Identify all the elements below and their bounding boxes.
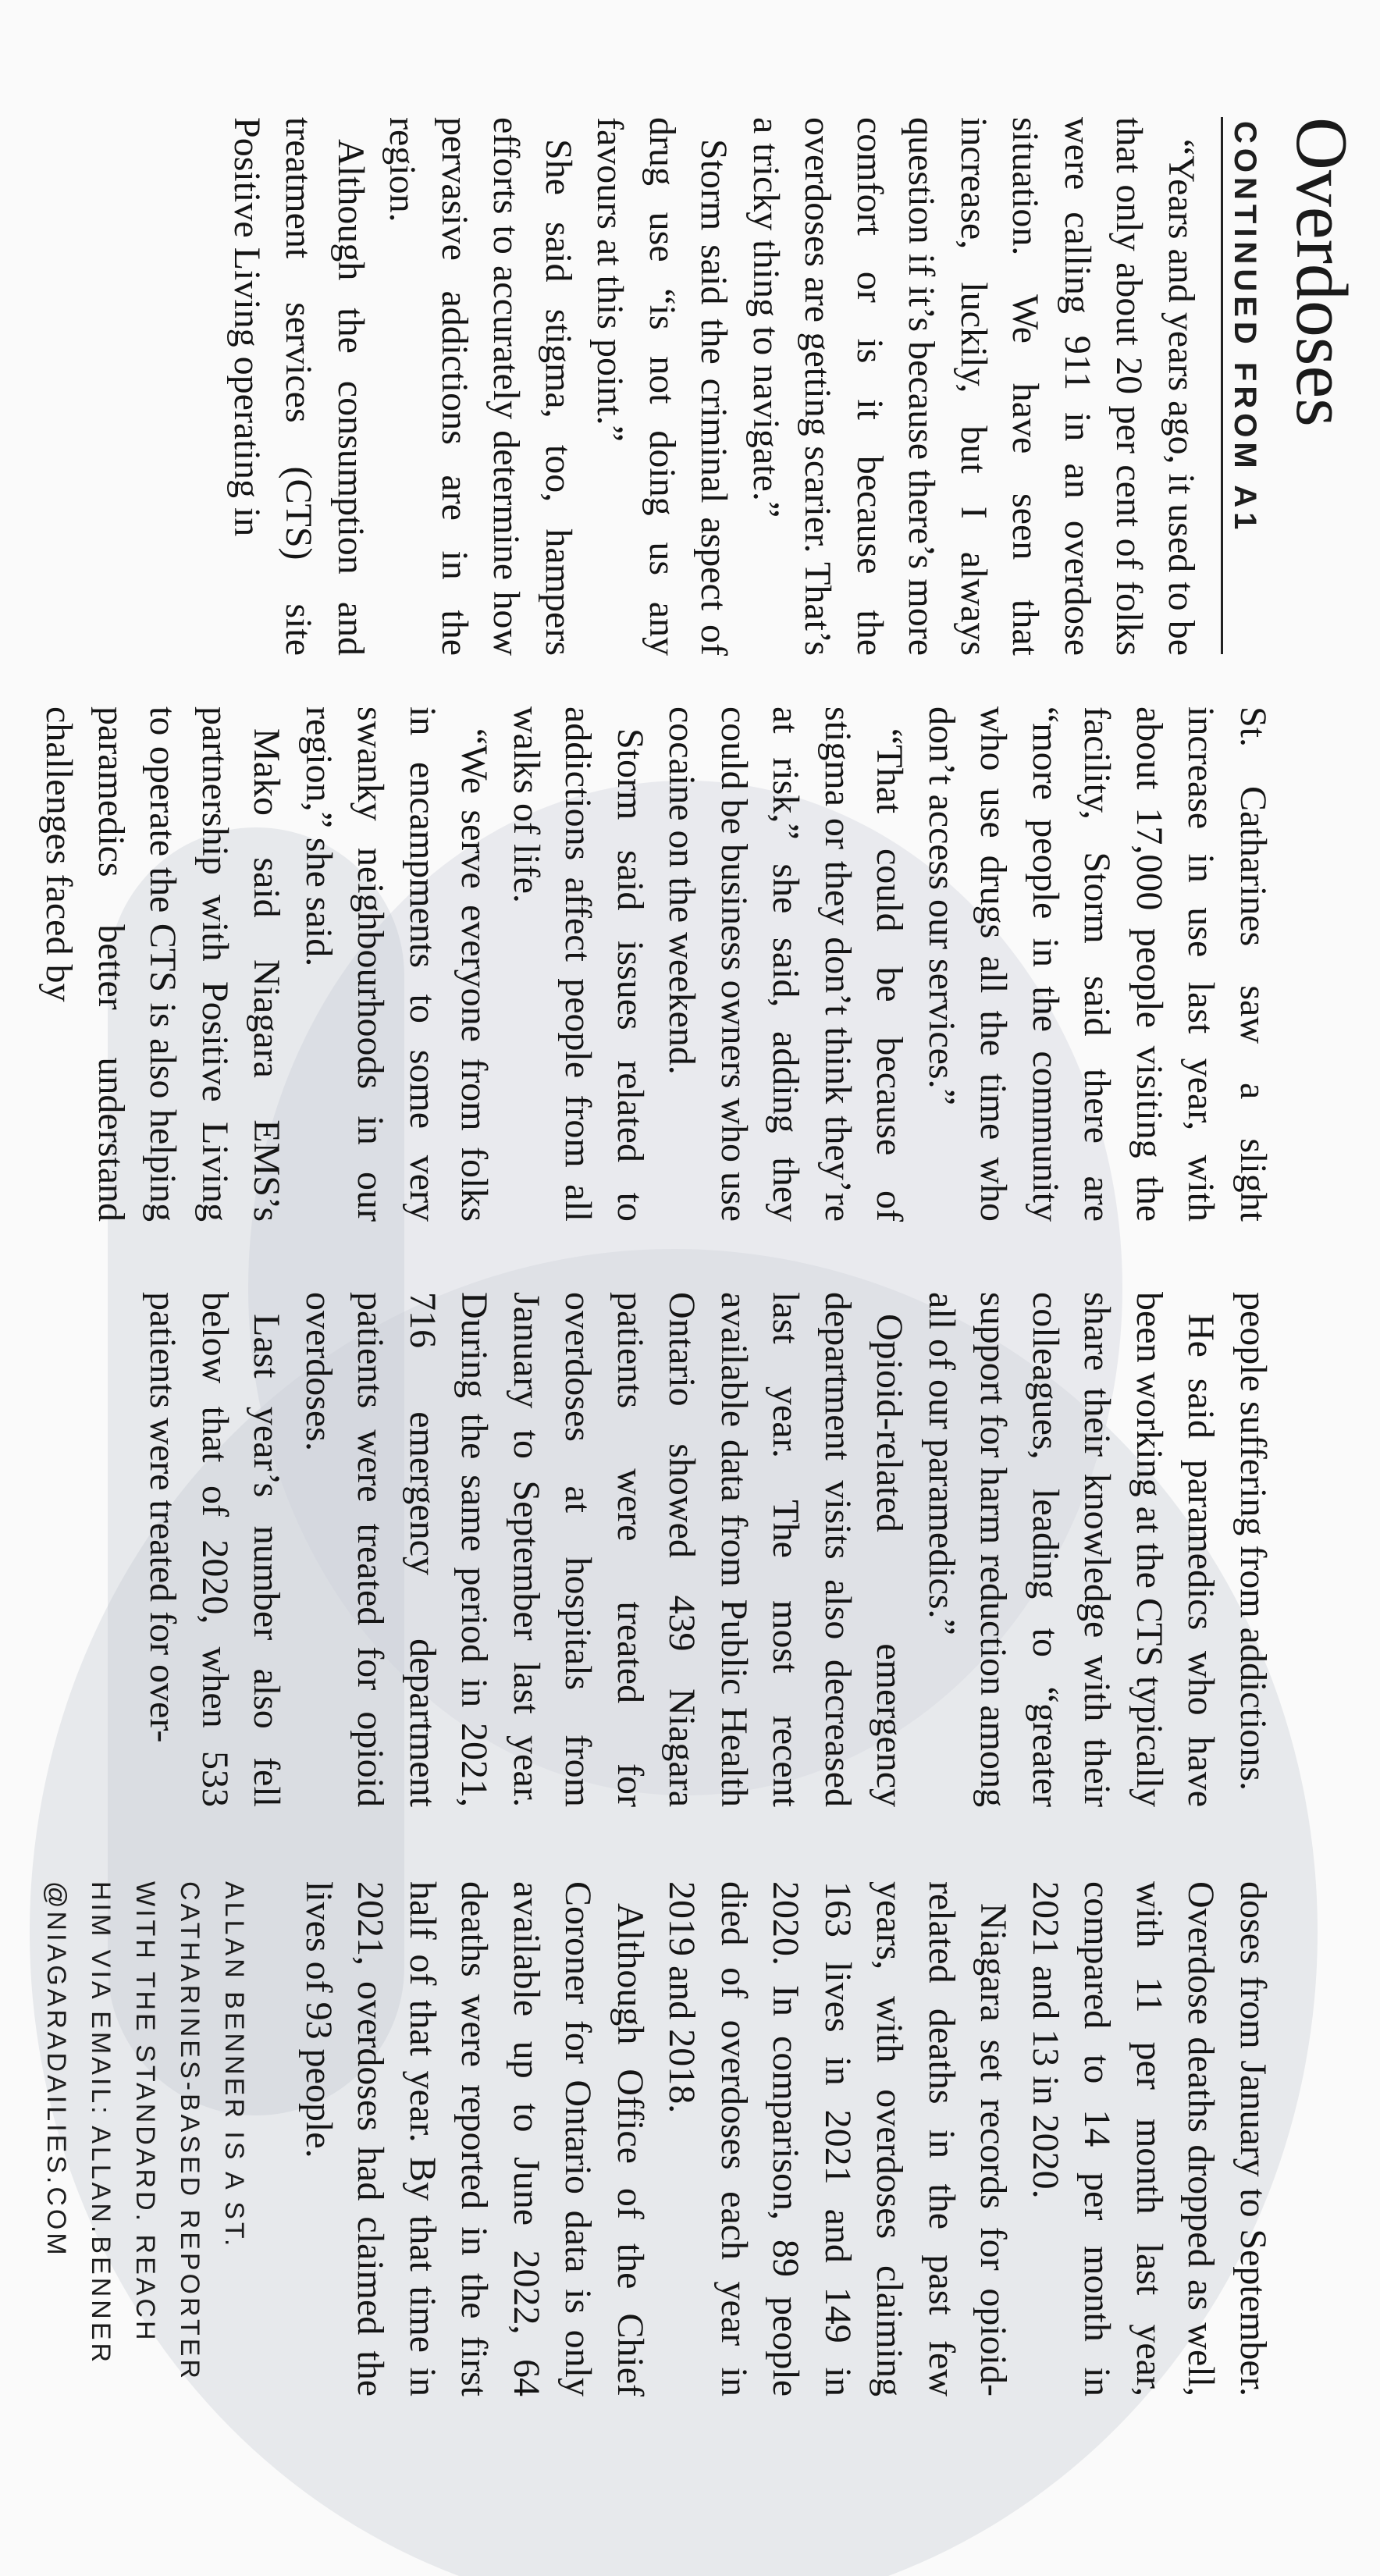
- article-column-3: [137, 1292, 1279, 1807]
- article-paragraph: “We serve everyone from folks in encampments to some very swanky neighbourhoods in our region,” she said.: [298, 706, 496, 1222]
- article-paragraph: Although Office of the Chief Coroner for Ontario data is only available up to June 2022, 64 deaths were reported in the first half of that year. By that time in 2021, overdoses had claimed the lives of 93 people.: [298, 1881, 651, 2396]
- article-paragraph: She said stigma, too, hampers efforts to accurately determine how pervasive addictions are in the region.: [382, 117, 579, 656]
- article-column-2: [33, 706, 1279, 1222]
- article-paragraph: Opioid-related emergency department visits also decreased last year. The most recent available data from Public Health Ontario showed 439 Niagara patients were treated for overdoses at hospitals from January to September last year. During the same period in 2021, 716 emergency department patients were treated for opioid overdoses.: [298, 1292, 911, 1807]
- article-paragraph: people suffering from addictions.: [1232, 1292, 1274, 1791]
- article-paragraph: “That could be because of stigma or they don’t think they’re at risk,” she said, adding they could be business owners who use cocaine on the weekend.: [661, 706, 911, 1222]
- article-paragraph: Last year’s number also fell below that of 2020, when 533 patients were treated for over-: [142, 1292, 288, 1807]
- article-paragraph: Storm said the criminal aspect of drug use “is not doing us any favours at this point.”: [589, 117, 735, 656]
- article-paragraph: Storm said issues related to addictions affect people from all walks of life.: [506, 706, 651, 1222]
- headline: Overdoses: [1281, 117, 1362, 427]
- credit-line: WITH THE STANDARD. REACH: [130, 1881, 160, 2343]
- credit-line: HIM VIA EMAIL: ALLAN.BENNER: [86, 1881, 116, 2366]
- article-paragraph: “Years and years ago, it used to be that only about 20 per cent of folks were calling 911 in an overdose situation. We have seen that increase, luckily, but I always question if it’s because there’s more comfort or is it because the overdoses are getting scarier. That’s a tricky thing to navigate.”: [745, 117, 1202, 656]
- article-paragraph: He said paramedics who have been working at the CTS typically share their knowledge with their colleagues, leading to “greater support for harm reduction among all of our paramedics.”: [921, 1292, 1222, 1807]
- article-paragraph: Niagara set records for opioid-related deaths in the past few years, with overdoses claiming 163 lives in 2021 and 149 in 2020. In comparison, 89 people died of overdoses each year in 2019 and 2018.: [661, 1881, 1015, 2396]
- credit-line: @NIAGARADAILIES.COM: [41, 1881, 71, 2258]
- article-paragraph: St. Catharines saw a slight increase in use last year, with about 17,000 people visiting the facility, Storm said there are “more people in the community who use drugs all the time who don’t access our services.”: [921, 706, 1274, 1222]
- credit-line: ALLAN BENNER IS A ST.: [219, 1881, 249, 2250]
- continued-from-label: CONTINUED FROM A1: [1228, 121, 1262, 535]
- credit-line: CATHARINES-BASED REPORTER: [175, 1881, 205, 2382]
- article-paragraph: Although the consumption and treatment services (CTS) site Positive Living operating in: [226, 117, 372, 656]
- article-column-4: [293, 1881, 1279, 2396]
- author-credit: [34, 1881, 256, 2389]
- article-paragraph: doses from January to September. Overdose deaths dropped as well, with 11 per month last year, compared to 14 per month in 2021 and 13 in 2020.: [1025, 1881, 1274, 2396]
- headline-rule: [1221, 117, 1223, 654]
- article-column-1: [221, 117, 1208, 656]
- article-paragraph: Mako said Niagara EMS’s partnership with Positive Living to operate the CTS is also helping paramedics better understand challenges faced by: [38, 706, 288, 1222]
